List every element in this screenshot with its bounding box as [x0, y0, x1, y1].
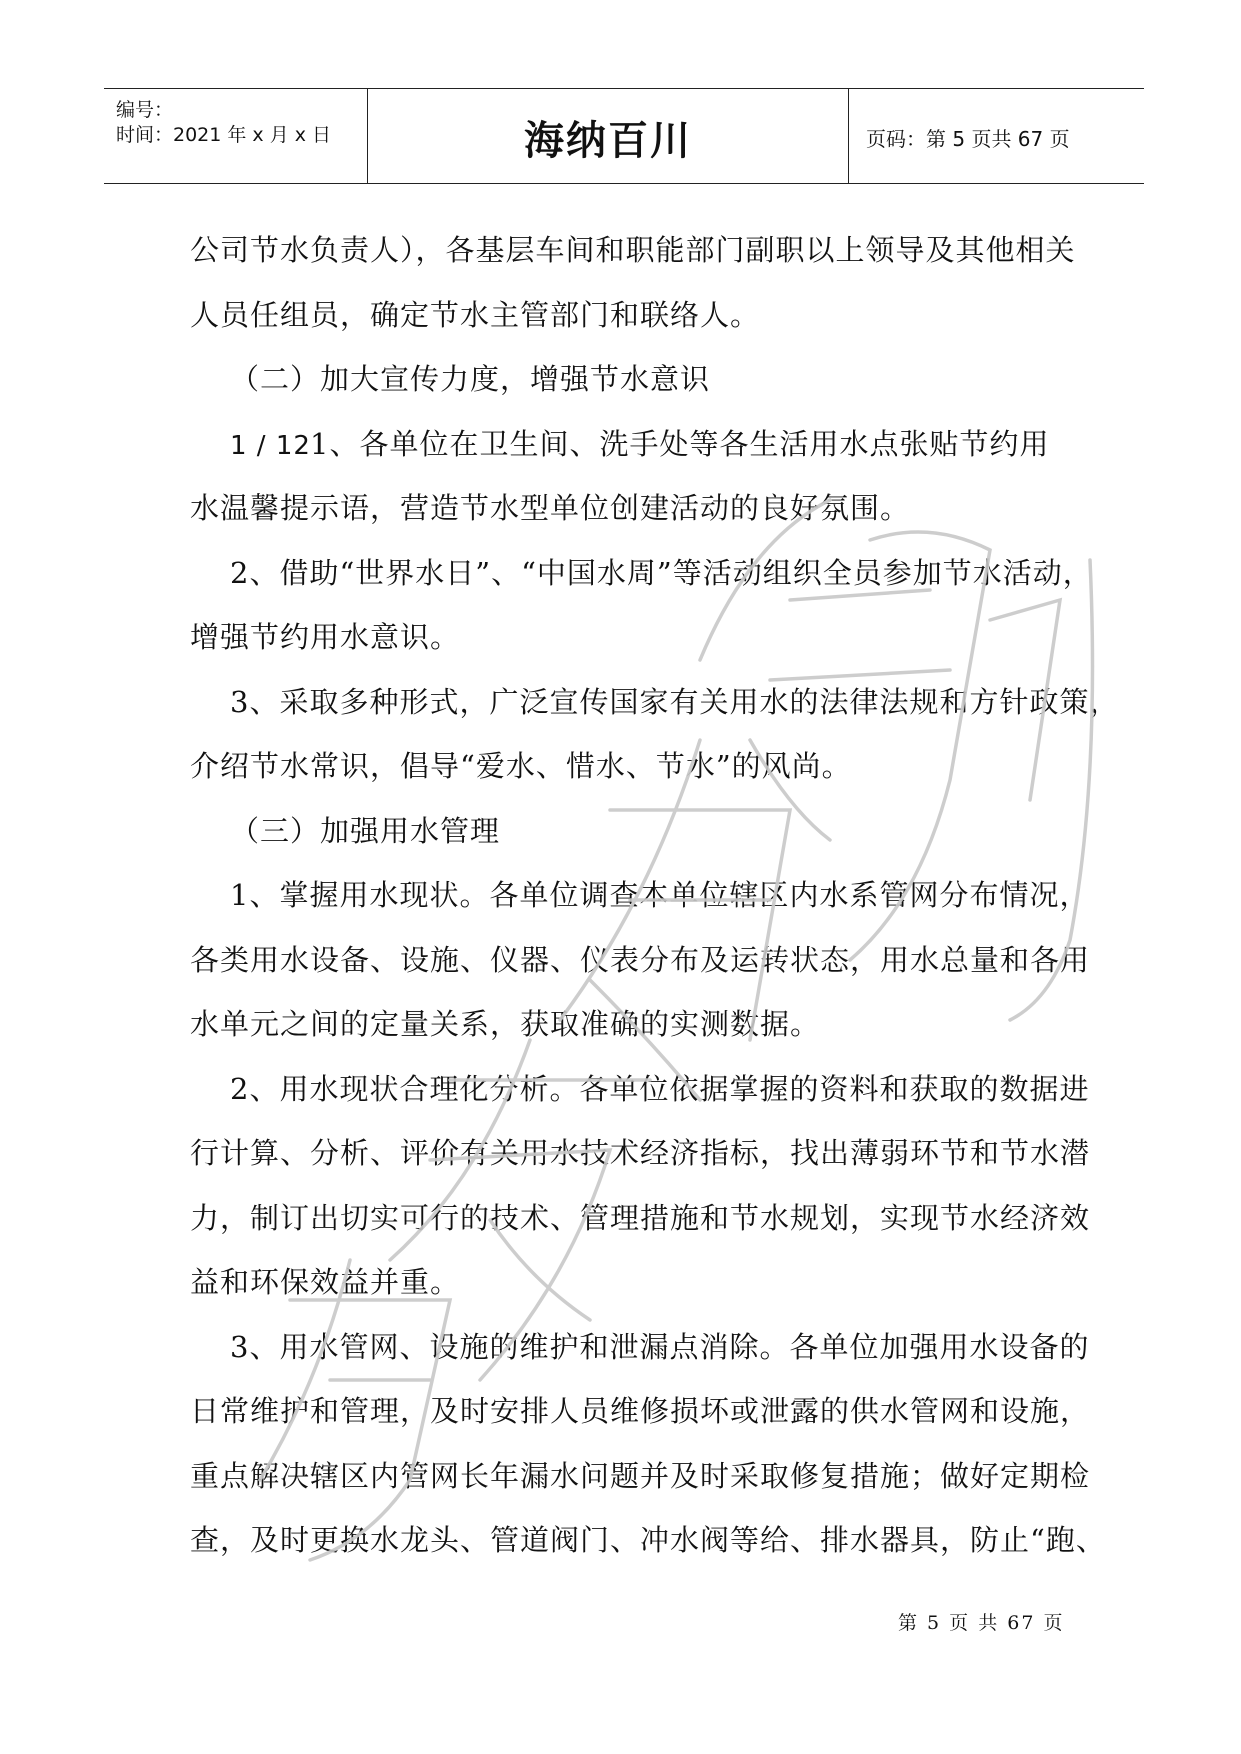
body-line: 介绍节水常识，倡导“爱水、惜水、节水”的风尚。: [190, 749, 852, 783]
body-line: 水温馨提示语，营造节水型单位创建活动的良好氛围。: [190, 491, 911, 525]
body-line: 增强节约用水意识。: [190, 620, 461, 654]
body-line: 3、用水管网、设施的维护和泄漏点消除。各单位加强用水设备的: [230, 1329, 1090, 1364]
body-line: 力，制订出切实可行的技术、管理措施和节水规划，实现节水经济效: [190, 1200, 1091, 1235]
document-time-label: 时间：2021 年 x 月 x 日: [116, 124, 332, 146]
body-line: 人员任组员，确定节水主管部门和联络人。: [190, 297, 761, 332]
document-header: [104, 88, 1144, 184]
section-heading: （二）加大宣传力度，增强节水意识: [230, 362, 711, 396]
body-line: 日常维护和管理，及时安排人员维修损坏或泄露的供水管网和设施，: [190, 1394, 1091, 1428]
body-line: 益和环保效益并重。: [190, 1265, 461, 1299]
header-page-label: 页码：第 5 页共 67 页: [866, 127, 1070, 151]
body-line: 水单元之间的定量关系，获取准确的实测数据。: [190, 1007, 821, 1041]
section-heading: （三）加强用水管理: [230, 813, 501, 848]
header-meta-cell: [104, 89, 368, 183]
brand-title: 海纳百川: [524, 118, 692, 164]
body-line: 1、掌握用水现状。各单位调查本单位辖区内水系管网分布情况，: [230, 878, 1090, 912]
body-line: 2、借助“世界水日”、“中国水周”等活动组织全员参加节水活动，: [230, 555, 1093, 590]
body-line: 查，及时更换水龙头、管道阀门、冲水阀等给、排水器具，防止“跑、: [190, 1523, 1106, 1557]
body-line: 3、采取多种形式，广泛宣传国家有关用水的法律法规和方针政策，: [230, 684, 1120, 719]
body-line: 各类用水设备、设施、仪器、仪表分布及运转状态，用水总量和各用: [190, 942, 1091, 977]
body-line: 公司节水负责人），各基层车间和职能部门副职以上领导及其他相关: [190, 233, 1076, 267]
body-line: 重点解决辖区内管网长年漏水问题并及时采取修复措施；做好定期检: [190, 1458, 1091, 1493]
document-number-label: 编号：: [116, 99, 174, 121]
body-line: [190, 412, 1060, 477]
document-body: [190, 218, 1120, 1573]
page-footer: 第 5 页 共 67 页: [898, 1612, 1065, 1634]
header-brand-cell: [368, 89, 849, 183]
header-page-cell: [850, 89, 1144, 183]
page-marker: 1 / 12: [230, 430, 311, 461]
body-line: 2、用水现状合理化分析。各单位依据掌握的资料和获取的数据进: [230, 1071, 1090, 1106]
body-line: 行计算、分析、评价有关用水技术经济指标，找出薄弱环节和节水潜: [190, 1136, 1091, 1170]
body-line-text: 1、各单位在卫生间、洗手处等各生活用水点张贴节约用: [310, 426, 1050, 461]
